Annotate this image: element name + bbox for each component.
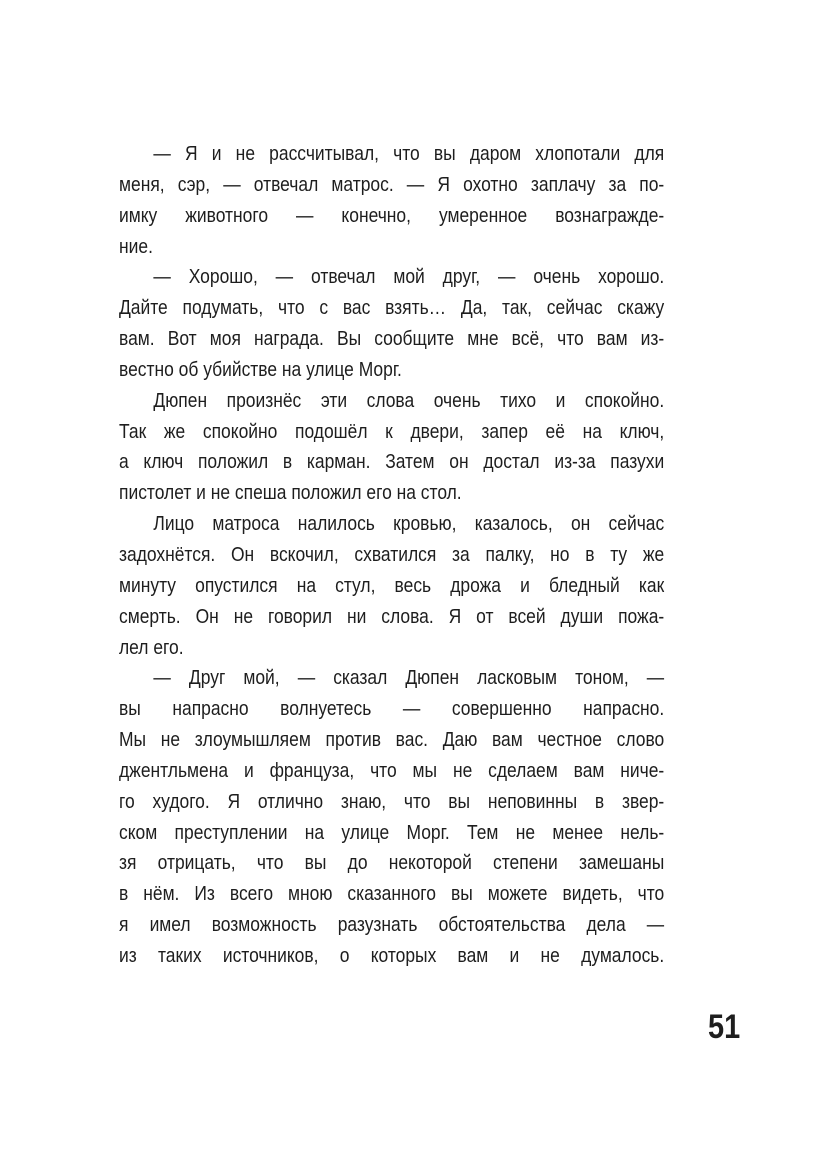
text-line: Дайте подумать, что с вас взять… Да, так, сейчас скажу xyxy=(119,297,665,320)
text-line: Лицо матроса налилось кровью, казалось, он сейчас xyxy=(153,513,665,536)
text-line: я имел возможность разузнать обстоятельства дела — xyxy=(119,914,665,937)
text-line: вестно об убийстве на улице Морг. xyxy=(119,358,402,381)
text-line: вы напрасно волнуетесь — совершенно напрасно. xyxy=(119,698,665,721)
text-line: Дюпен произнёс эти слова очень тихо и спокойно. xyxy=(153,389,665,412)
text-line: меня, сэр, — отвечал матрос. — Я охотно заплачу за по- xyxy=(119,173,665,196)
text-line: джентльмена и француза, что мы не сделаем вам ниче- xyxy=(119,759,665,782)
text-line: — Хорошо, — отвечал мой друг, — очень хорошо. xyxy=(153,266,665,289)
text-line: лел его. xyxy=(119,636,184,659)
text-line: го худого. Я отлично знаю, что вы неповинны в звер- xyxy=(119,790,665,813)
text-line: — Я и не рассчитывал, что вы даром хлопотали для xyxy=(153,143,665,165)
page-number: 51 xyxy=(708,1008,741,1046)
text-line: — Друг мой, — сказал Дюпен ласковым тоном, — xyxy=(153,667,665,690)
text-line: вам. Вот моя награда. Вы сообщите мне всё, что вам из- xyxy=(119,328,665,351)
text-line: Мы не злоумышляем против вас. Даю вам честное слово xyxy=(119,729,665,752)
text-line: Так же спокойно подошёл к двери, запер её на ключ, xyxy=(119,420,665,443)
text-line: в нём. Из всего мною сказанного вы можете видеть, что xyxy=(119,883,665,906)
text-line: ние. xyxy=(119,235,153,258)
text-line: смерть. Он не говорил ни слова. Я от всей души пожа- xyxy=(119,605,665,628)
text-line: пистолет и не спеша положил его на стол. xyxy=(119,482,462,505)
text-line: из таких источников, о которых вам и не думалось. xyxy=(119,944,665,967)
text-line: зя отрицать, что вы до некоторой степени замешаны xyxy=(119,852,665,875)
text-line: а ключ положил в карман. Затем он достал из-за пазухи xyxy=(119,451,665,474)
text-line: имку животного — конечно, умеренное вознагражде- xyxy=(119,204,665,227)
text-line: минуту опустился на стул, весь дрожа и бледный как xyxy=(119,574,665,597)
text-line: ском преступлении на улице Морг. Тем не менее нель- xyxy=(119,821,665,844)
text-line: задохнётся. Он вскочил, схватился за палку, но в ту же xyxy=(119,543,665,566)
body-text xyxy=(119,139,664,972)
